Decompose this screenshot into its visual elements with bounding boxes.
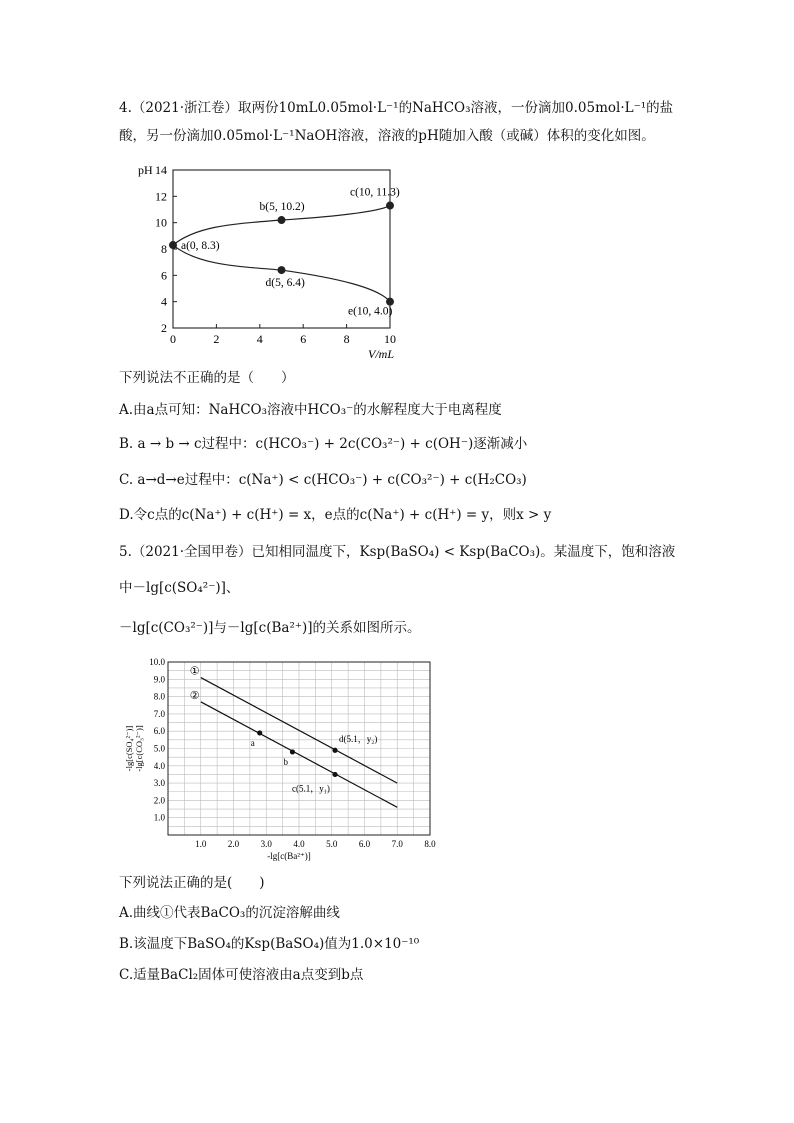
y-tick-label: 10 (155, 215, 167, 230)
y-tick-label: 9.0 (153, 674, 165, 685)
data-point-b (278, 216, 286, 224)
x-tick-label: 2 (213, 332, 220, 346)
y-tick-label: 8.0 (153, 691, 165, 702)
data-point-a (169, 241, 177, 249)
point-label: c(10, 11.3) (350, 186, 400, 199)
q4-option-b: B. a → b → c过程中：c(HCO₃⁻) + 2c(CO₃²⁻) + c(OH⁻)逐渐减小 (119, 436, 528, 452)
x-axis-label: V/mL (367, 347, 394, 361)
q4-option-a: A.由a点可知：NaHCO₃溶液中HCO₃⁻的水解程度大于电离程度 (119, 402, 502, 418)
point-label: a (250, 737, 255, 748)
y-tick-label: 5.0 (153, 743, 165, 754)
x-tick-label: 6.0 (358, 839, 371, 849)
y-tick-label: 4 (161, 294, 167, 309)
q5-option-a: A.曲线①代表BaCO₃的沉淀溶解曲线 (119, 905, 340, 921)
x-tick-label: 5.0 (326, 839, 338, 849)
x-axis-label: -lg[c(Ba²⁺)] (267, 851, 311, 861)
solubility-chart (120, 655, 440, 865)
data-point-c (332, 772, 337, 777)
q5-stem-line2: 中－lg[c(SO₄²⁻)]、 (119, 580, 240, 596)
point-label: b (283, 756, 288, 767)
y-tick-label: 14 (155, 163, 167, 177)
y-axis-label-1: -lg[c(SO₄²⁻)] (124, 725, 134, 772)
y-tick-label: 10.0 (149, 657, 165, 667)
y-tick-label: 1.0 (153, 812, 165, 823)
ph-titration-chart (132, 158, 422, 364)
q4-question: 下列说法不正确的是（ ） (119, 370, 295, 386)
data-point-d (278, 266, 286, 274)
x-tick-label: 0 (170, 332, 176, 346)
y-tick-label: 8 (161, 242, 167, 256)
data-point-c (386, 202, 394, 210)
y-tick-label: 6 (161, 268, 167, 283)
y-axis-label-2: -lg[c(CO₃²⁻)] (134, 725, 144, 772)
y-tick-label: 12 (155, 189, 167, 204)
q5-option-c: C.适量BaCl₂固体可使溶液由a点变到b点 (119, 967, 364, 983)
q4-stem-line2: 酸，另一份滴加0.05mol·L⁻¹NaOH溶液，溶液的pH随加入酸（或碱）体积的变化如图。 (119, 128, 655, 144)
x-tick-label: 8 (343, 332, 350, 346)
q4-stem-line1: 4.（2021·浙江卷）取两份10mL0.05mol·L⁻¹的NaHCO₃溶液，一份滴加0.05mol·L⁻¹的盐 (119, 100, 674, 116)
q5-stem-line1: 5.（2021·全国甲卷）已知相同温度下，Ksp(BaSO₄) < Ksp(BaCO₃)。某温度下，饱和溶液 (119, 544, 676, 560)
point-label: a(0, 8.3) (181, 240, 220, 253)
x-tick-label: 4 (256, 332, 263, 346)
point-label: c(5.1，y₁) (292, 783, 330, 794)
y-tick-label: 2 (161, 321, 167, 335)
q4-option-d: D.令c点的c(Na⁺) + c(H⁺) = x，e点的c(Na⁺) + c(H⁺) = y，则x > y (119, 507, 552, 523)
q5-stem-line3: －lg[c(CO₃²⁻)]与－lg[c(Ba²⁺)]的关系如图所示。 (119, 620, 421, 636)
x-tick-label: 1.0 (195, 839, 207, 849)
y-tick-label: 6.0 (153, 726, 165, 737)
point-label: e(10, 4.0) (348, 305, 393, 318)
x-tick-label: 3.0 (260, 839, 272, 849)
y-tick-label: 2.0 (153, 795, 165, 806)
y-tick-label: 7.0 (153, 708, 165, 719)
q5-question: 下列说法正确的是( ) (119, 875, 265, 891)
q4-option-c: C. a→d→e过程中：c(Na⁺) < c(HCO₃⁻) + c(CO₃²⁻) + c(H₂CO₃) (119, 472, 527, 488)
x-tick-label: 10 (384, 332, 396, 346)
data-point-e (386, 298, 394, 306)
data-point-a (257, 730, 262, 735)
point-label: b(5, 10.2) (259, 201, 305, 214)
y-axis-label: pH (138, 163, 153, 177)
x-tick-label: 4.0 (293, 839, 305, 849)
x-tick-label: 7.0 (391, 839, 403, 849)
x-tick-label: 6 (300, 332, 307, 346)
data-point-d (332, 748, 337, 753)
x-tick-label: 8.0 (424, 839, 436, 849)
y-tick-label: 4.0 (153, 760, 165, 771)
point-label: d(5, 6.4) (265, 277, 305, 290)
curve-label: ① (189, 665, 200, 678)
point-label: d(5.1，y₂) (339, 734, 378, 745)
data-point-b (290, 749, 295, 754)
x-tick-label: 2.0 (227, 839, 240, 849)
curve-label: ② (189, 689, 200, 702)
q5-option-b: B.该温度下BaSO₄的Ksp(BaSO₄)值为1.0×10⁻¹⁰ (119, 936, 420, 952)
y-tick-label: 3.0 (153, 778, 165, 789)
